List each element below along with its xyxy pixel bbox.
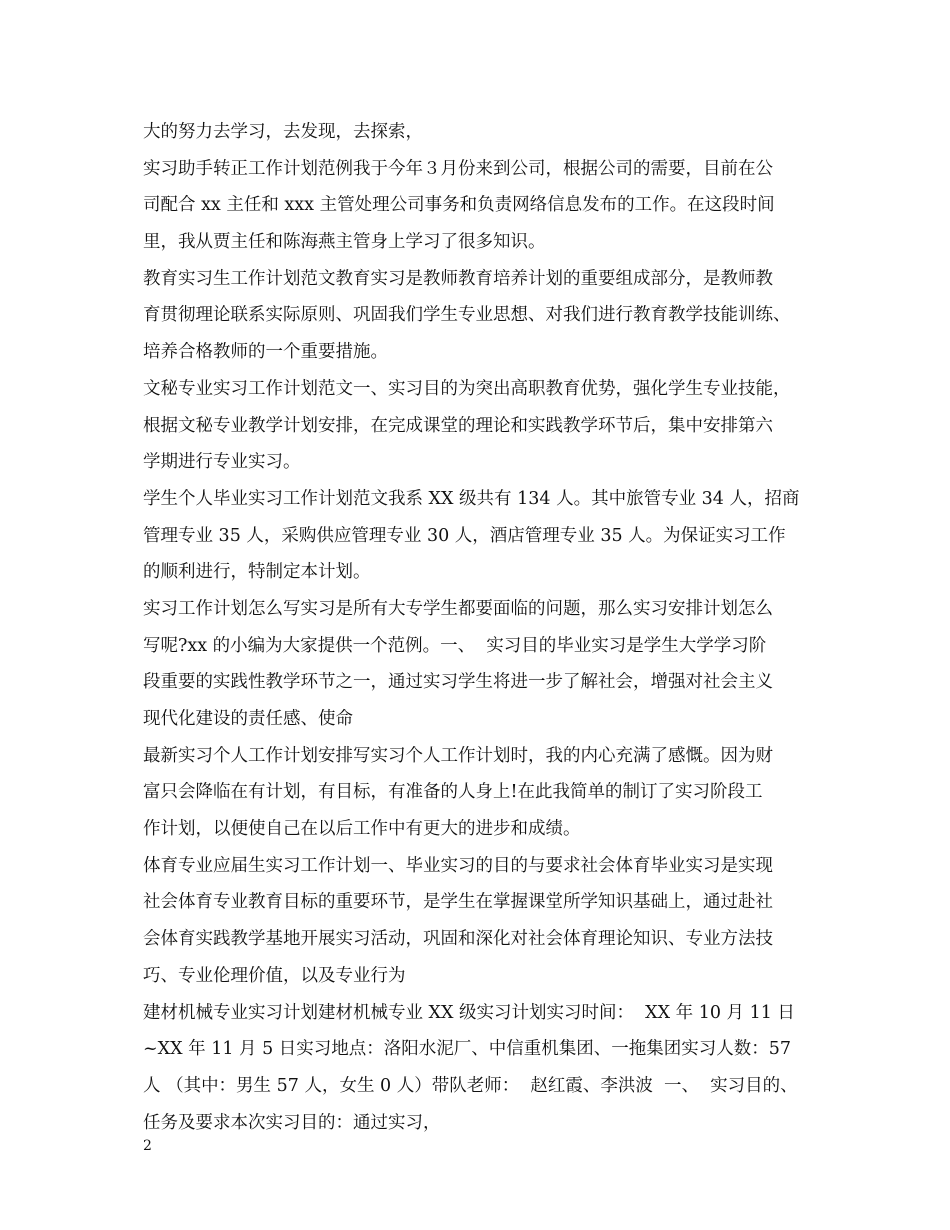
text-line: 培养合格教师的一个重要措施。	[143, 342, 388, 363]
text-line: 实习助手转正工作计划范例我于今年３月份来到公司，根据公司的需要，目前在公	[143, 158, 773, 179]
text-line: 作计划，以便使自己在以后工作中有更大的进步和成绩。	[143, 819, 581, 840]
text-line: 会体育实践教学基地开展实习活动，巩固和深化对社会体育理论知识、专业方法技	[143, 929, 773, 950]
text-line: 实习工作计划怎么写实习是所有大专学生都要面临的问题，那么实习安排计划怎么	[143, 598, 773, 619]
text-line: 大的努力去学习，去发现，去探索，	[143, 122, 423, 142]
text-line: 学期进行专业实习。	[143, 452, 301, 473]
page-number: 2	[143, 1138, 152, 1154]
text-line: 司配合 xx 主任和 xxx 主管处理公司事务和负责网络信息发布的工作。在这段时间	[143, 195, 775, 216]
text-line: 写呢?xx 的小编为大家提供一个范例。一、 实习目的毕业实习是学生大学学习阶	[143, 635, 767, 656]
text-line: 文秘专业实习工作计划范文一、实习目的为突出高职教育优势，强化学生专业技能，	[143, 378, 791, 399]
text-line: 任务及要求本次实习目的：通过实习，	[143, 1112, 441, 1133]
text-line: 最新实习个人工作计划安排写实习个人工作计划时，我的内心充满了感慨。因为财	[143, 745, 773, 766]
text-line: 建材机械专业实习计划建材机械专业 XX 级实习计划实习时间： XX 年 10 月 11 日	[143, 1002, 795, 1023]
text-line: 学生个人毕业实习工作计划范文我系 XX 级共有 134 人。其中旅管专业 34 人，招商	[143, 488, 800, 509]
text-line: 体育专业应届生实习工作计划一、毕业实习的目的与要求社会体育毕业实习是实现	[143, 855, 773, 876]
text-line: 富只会降临在有计划，有目标，有准备的人身上!在此我简单的制订了实习阶段工	[143, 782, 763, 803]
text-line: 人 （其中：男生 57 人，女生 0 人）带队老师： 赵红霞、李洪波 一、 实习目的、	[143, 1075, 798, 1096]
text-line: 社会体育专业教育目标的重要环节，是学生在掌握课堂所学知识基础上，通过赴社	[143, 892, 773, 913]
text-line: 育贯彻理论联系实际原则、巩固我们学生专业思想、对我们进行教育教学技能训练、	[143, 305, 791, 326]
text-line: 里，我从贾主任和陈海燕主管身上学习了很多知识。	[143, 232, 546, 253]
text-line: 教育实习生工作计划范文教育实习是教师教育培养计划的重要组成部分，是教师教	[143, 268, 773, 289]
text-line: 的顺利进行，特制定本计划。	[143, 562, 371, 583]
text-line: 巧、专业伦理价值，以及专业行为	[143, 965, 406, 986]
text-line: 现代化建设的责任感、使命	[143, 709, 353, 729]
text-line: 根据文秘专业教学计划安排，在完成课堂的理论和实践教学环节后，集中安排第六	[143, 415, 773, 436]
text-line: ~XX 年 11 月 5 日实习地点：洛阳水泥厂、中信重机集团、一拖集团实习人数：57	[143, 1039, 792, 1060]
text-line: 管理专业 35 人，采购供应管理专业 30 人，酒店管理专业 35 人。为保证实习工作	[143, 525, 786, 546]
text-line: 段重要的实践性教学环节之一，通过实习学生将进一步了解社会，增强对社会主义	[143, 672, 773, 693]
document-body	[143, 114, 815, 1141]
